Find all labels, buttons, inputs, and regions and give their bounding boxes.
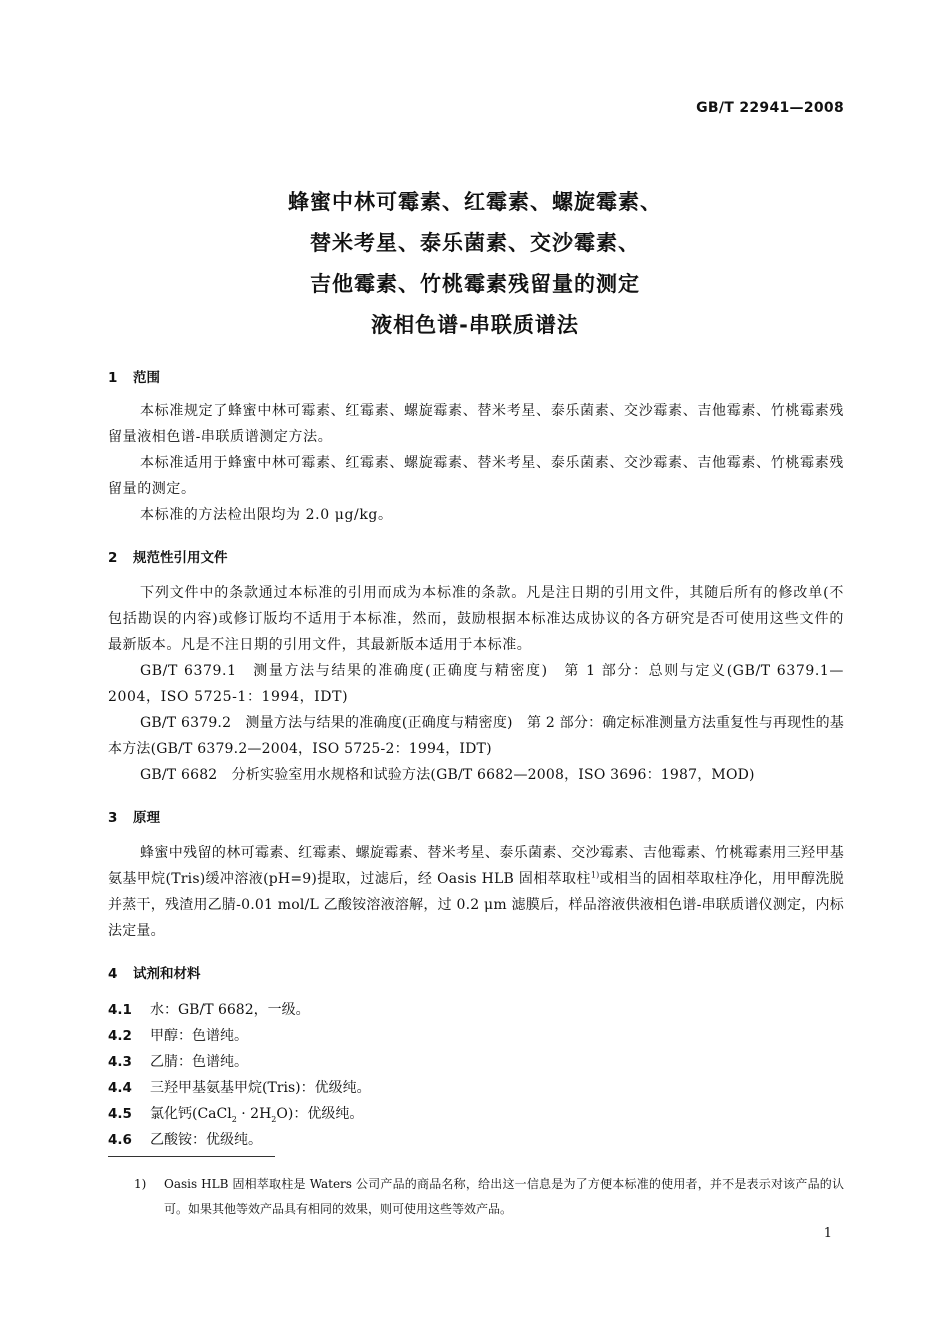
reference-gbt-6379-2: GB/T 6379.2 测量方法与结果的准确度(正确度与精密度) 第 2 部分：确定标准测量方法重复性与再现性的基本方法(GB/T 6379.2—2004，ISO 5725-2：1994，IDT): [108, 715, 844, 757]
section-title: 试剂和材料: [133, 966, 201, 982]
section-3-heading: [108, 806, 160, 826]
list-item: [108, 1000, 310, 1020]
page-number: 1: [823, 1226, 832, 1241]
footnote-mark: 1): [134, 1177, 147, 1191]
section-1-para-2: 本标准适用于蜂蜜中林可霉素、红霉素、螺旋霉素、替米考星、泰乐菌素、交沙霉素、吉他霉素、竹桃霉素残留量的测定。: [108, 455, 844, 497]
list-item: [108, 1104, 363, 1124]
item-text: 三羟甲基氨基甲烷(Tris)：优级纯。: [150, 1080, 371, 1096]
section-number: 2: [108, 550, 118, 566]
item-text: 甲醇：色谱纯。: [150, 1028, 248, 1044]
list-item: [108, 1130, 262, 1150]
section-title: 范围: [133, 370, 160, 386]
item-number: 4.4: [108, 1080, 132, 1096]
section-1-para-1: 本标准规定了蜂蜜中林可霉素、红霉素、螺旋霉素、替米考星、泰乐菌素、交沙霉素、吉他霉素、竹桃霉素残留量液相色谱-串联质谱测定方法。: [108, 403, 844, 445]
section-1-heading: [108, 366, 160, 386]
document-title: [0, 182, 950, 346]
item-text: 水：GB/T 6682，一级。: [150, 1002, 310, 1018]
footnote-reference[interactable]: 1): [590, 870, 600, 880]
reference-gbt-6379-1: GB/T 6379.1 测量方法与结果的准确度(正确度与精密度) 第 1 部分：总则与定义(GB/T 6379.1—2004，ISO 5725-1：1994，IDT): [108, 663, 844, 705]
section-number: 1: [108, 370, 118, 386]
section-2-para-1: 下列文件中的条款通过本标准的引用而成为本标准的条款。凡是注日期的引用文件，其随后所有的修改单(不包括勘误的内容)或修订版均不适用于本标准，然而，鼓励根据本标准达成协议的各方研究是否可使用这些文件的最新版本。凡是不注日期的引用文件，其最新版本适用于本标准。: [108, 585, 844, 653]
footnote-text: Oasis HLB 固相萃取柱是 Waters 公司产品的商品名称，给出这一信息是为了方便本标准的使用者，并不是表示对该产品的认可。如果其他等效产品具有相同的效果，则可使用这些等效产品。: [164, 1177, 844, 1216]
title-line-4: 液相色谱-串联质谱法: [371, 313, 579, 337]
list-item: [108, 1052, 248, 1072]
para-text: 或相当的固相萃取柱净化，用甲醇洗脱并蒸干，残渣用乙腈-0.01 mol/L 乙酸铵溶液溶解，过 0.2 μm 滤膜后，样品溶液供液相色谱-串联质谱仪测定，内标法定量。: [108, 871, 844, 939]
item-number: 4.2: [108, 1028, 132, 1044]
title-line-2: 替米考星、泰乐菌素、交沙霉素、: [310, 231, 640, 255]
title-line-1: 蜂蜜中林可霉素、红霉素、螺旋霉素、: [288, 190, 662, 214]
item-text: 乙酸铵：优级纯。: [150, 1132, 262, 1148]
list-item: [108, 1078, 371, 1098]
item-text: 氯化钙(CaCl$_2$ · $2H_2O$)：优级纯。: [150, 1106, 364, 1124]
section-2-heading: [108, 546, 228, 566]
footnote: [134, 1172, 844, 1222]
standard-code: GB/T 22941—2008: [696, 100, 844, 116]
section-number: 4: [108, 966, 118, 982]
section-title: 原理: [133, 810, 160, 826]
reference-gbt-6682: GB/T 6682 分析实验室用水规格和试验方法(GB/T 6682—2008，ISO 3696：1987，MOD): [140, 767, 755, 783]
para-text: 蜂蜜中残留的林可霉素、红霉素、螺旋霉素、替米考星、泰乐菌素、交沙霉素、吉他霉素、竹桃霉素用三羟甲基氨基甲烷(Tris)缓冲溶液(pH=9)提取，过滤后，经 Oasis HLB 固相萃取柱: [108, 845, 844, 887]
item-number: 4.1: [108, 1002, 132, 1018]
section-3-para: [108, 840, 844, 944]
list-item: [108, 1026, 248, 1046]
footnote-divider: [108, 1156, 275, 1157]
section-title: 规范性引用文件: [133, 550, 228, 566]
section-number: 3: [108, 810, 118, 826]
item-number: 4.3: [108, 1054, 132, 1070]
item-number: 4.6: [108, 1132, 132, 1148]
section-4-heading: [108, 962, 201, 982]
item-number: 4.5: [108, 1106, 132, 1122]
title-line-3: 吉他霉素、竹桃霉素残留量的测定: [310, 272, 640, 296]
item-text: 乙腈：色谱纯。: [150, 1054, 248, 1070]
section-1-para-3: 本标准的方法检出限均为 2.0 μg/kg。: [140, 507, 393, 523]
